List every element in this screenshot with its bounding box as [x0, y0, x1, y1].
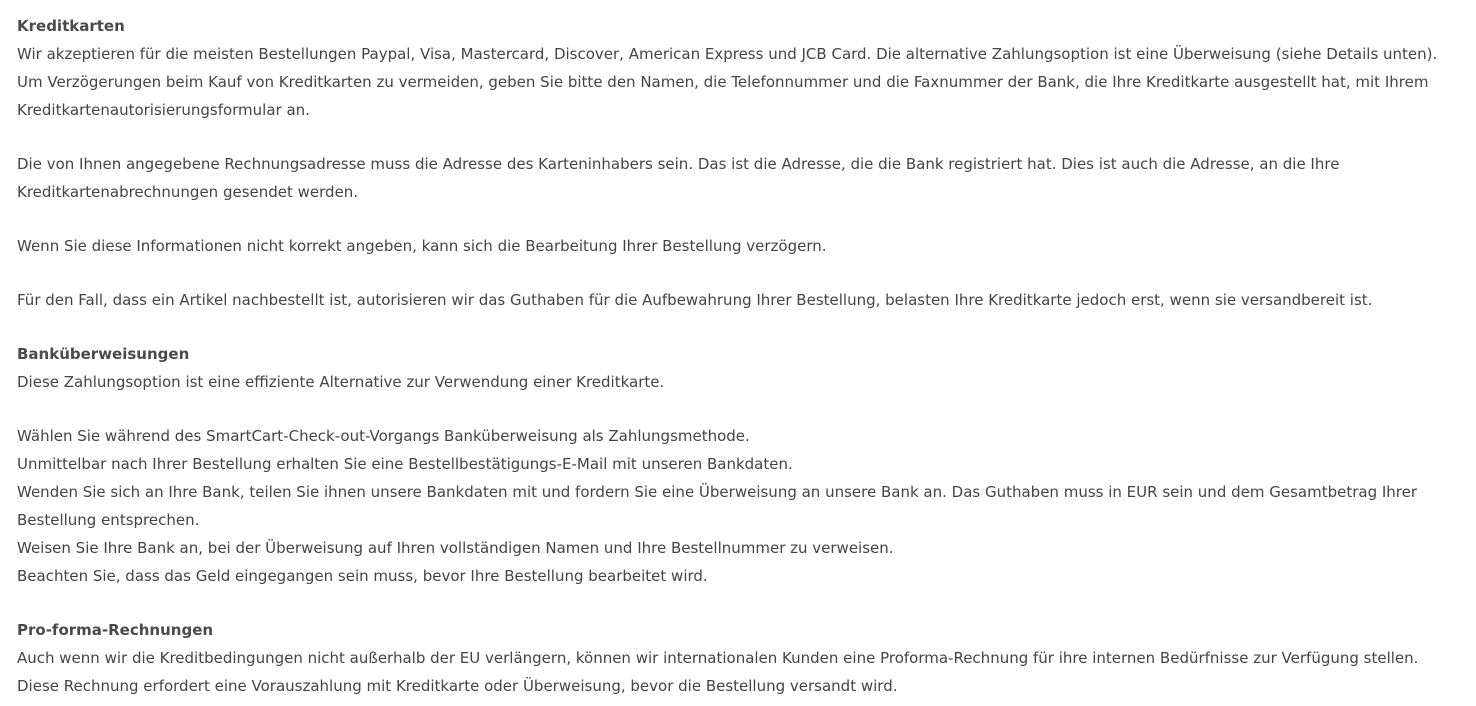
section-heading: Banküberweisungen — [17, 345, 190, 363]
section-2 — [17, 340, 1459, 590]
paragraph-line: Diese Rechnung erfordert eine Vorauszahlung mit Kreditkarte oder Überweisung, bevor die Bestellung versandt wird. — [17, 677, 898, 695]
paragraph-line: Bestellung entsprechen. — [17, 511, 200, 529]
paragraph-line: Wählen Sie während des SmartCart-Check-out-Vorgangs Banküberweisung als Zahlungsmethode. — [17, 427, 750, 445]
paragraph-line: Diese Zahlungsoption ist eine effiziente Alternative zur Verwendung einer Kreditkarte. — [17, 373, 665, 391]
paragraph-line: Auch wenn wir die Kreditbedingungen nicht außerhalb der EU verlängern, können wir internationalen Kunden eine Proforma-Rechnung für ihre internen Bedürfnisse zur Verfügung stellen. — [17, 649, 1419, 667]
paragraph — [17, 644, 1459, 700]
section-heading: Pro-forma-Rechnungen — [17, 621, 214, 639]
section-3 — [17, 616, 1459, 700]
paragraph-line: Die von Ihnen angegebene Rechnungsadresse muss die Adresse des Karteninhabers sein. Das ist die Adresse, die die Bank registriert hat. Dies ist auch die Adresse, an die Ihre — [17, 155, 1340, 173]
paragraph-line: Wir akzeptieren für die meisten Bestellungen Paypal, Visa, Mastercard, Discover, American Express und JCB Card. Die alternative Zahlungsoption ist eine Überweisung (siehe Details unten). — [17, 45, 1438, 63]
paragraph — [17, 232, 1459, 260]
paragraph — [17, 286, 1459, 314]
section-heading: Kreditkarten — [17, 17, 125, 35]
paragraph-line: Wenn Sie diese Informationen nicht korrekt angeben, kann sich die Bearbeitung Ihrer Bestellung verzögern. — [17, 237, 827, 255]
paragraph-line: Kreditkartenabrechnungen gesendet werden. — [17, 183, 359, 201]
paragraph — [17, 368, 1459, 396]
paragraph-line: Beachten Sie, dass das Geld eingegangen sein muss, bevor Ihre Bestellung bearbeitet wird. — [17, 567, 708, 585]
paragraph — [17, 422, 1459, 590]
paragraph-line: Für den Fall, dass ein Artikel nachbestellt ist, autorisieren wir das Guthaben für die Aufbewahrung Ihrer Bestellung, belasten Ihre Kreditkarte jedoch erst, wenn sie versandbereit ist. — [17, 291, 1373, 309]
paragraph — [17, 150, 1459, 206]
section-1 — [17, 12, 1459, 314]
paragraph-line: Weisen Sie Ihre Bank an, bei der Überweisung auf Ihren vollständigen Namen und Ihre Bestellnummer zu verweisen. — [17, 539, 894, 557]
paragraph-line: Um Verzögerungen beim Kauf von Kreditkarten zu vermeiden, geben Sie bitte den Namen, die Telefonnummer und die Faxnummer der Bank, die Ihre Kreditkarte ausgestellt hat, mit Ihrem — [17, 73, 1429, 91]
paragraph-line: Kreditkartenautorisierungsformular an. — [17, 101, 310, 119]
paragraph-line: Wenden Sie sich an Ihre Bank, teilen Sie ihnen unsere Bankdaten mit und fordern Sie eine Überweisung an unsere Bank an. Das Guthaben muss in EUR sein und dem Gesamtbetrag Ihrer — [17, 483, 1418, 501]
paragraph — [17, 40, 1459, 124]
paragraph-line: Unmittelbar nach Ihrer Bestellung erhalten Sie eine Bestellbestätigungs-E-Mail mit unseren Bankdaten. — [17, 455, 793, 473]
